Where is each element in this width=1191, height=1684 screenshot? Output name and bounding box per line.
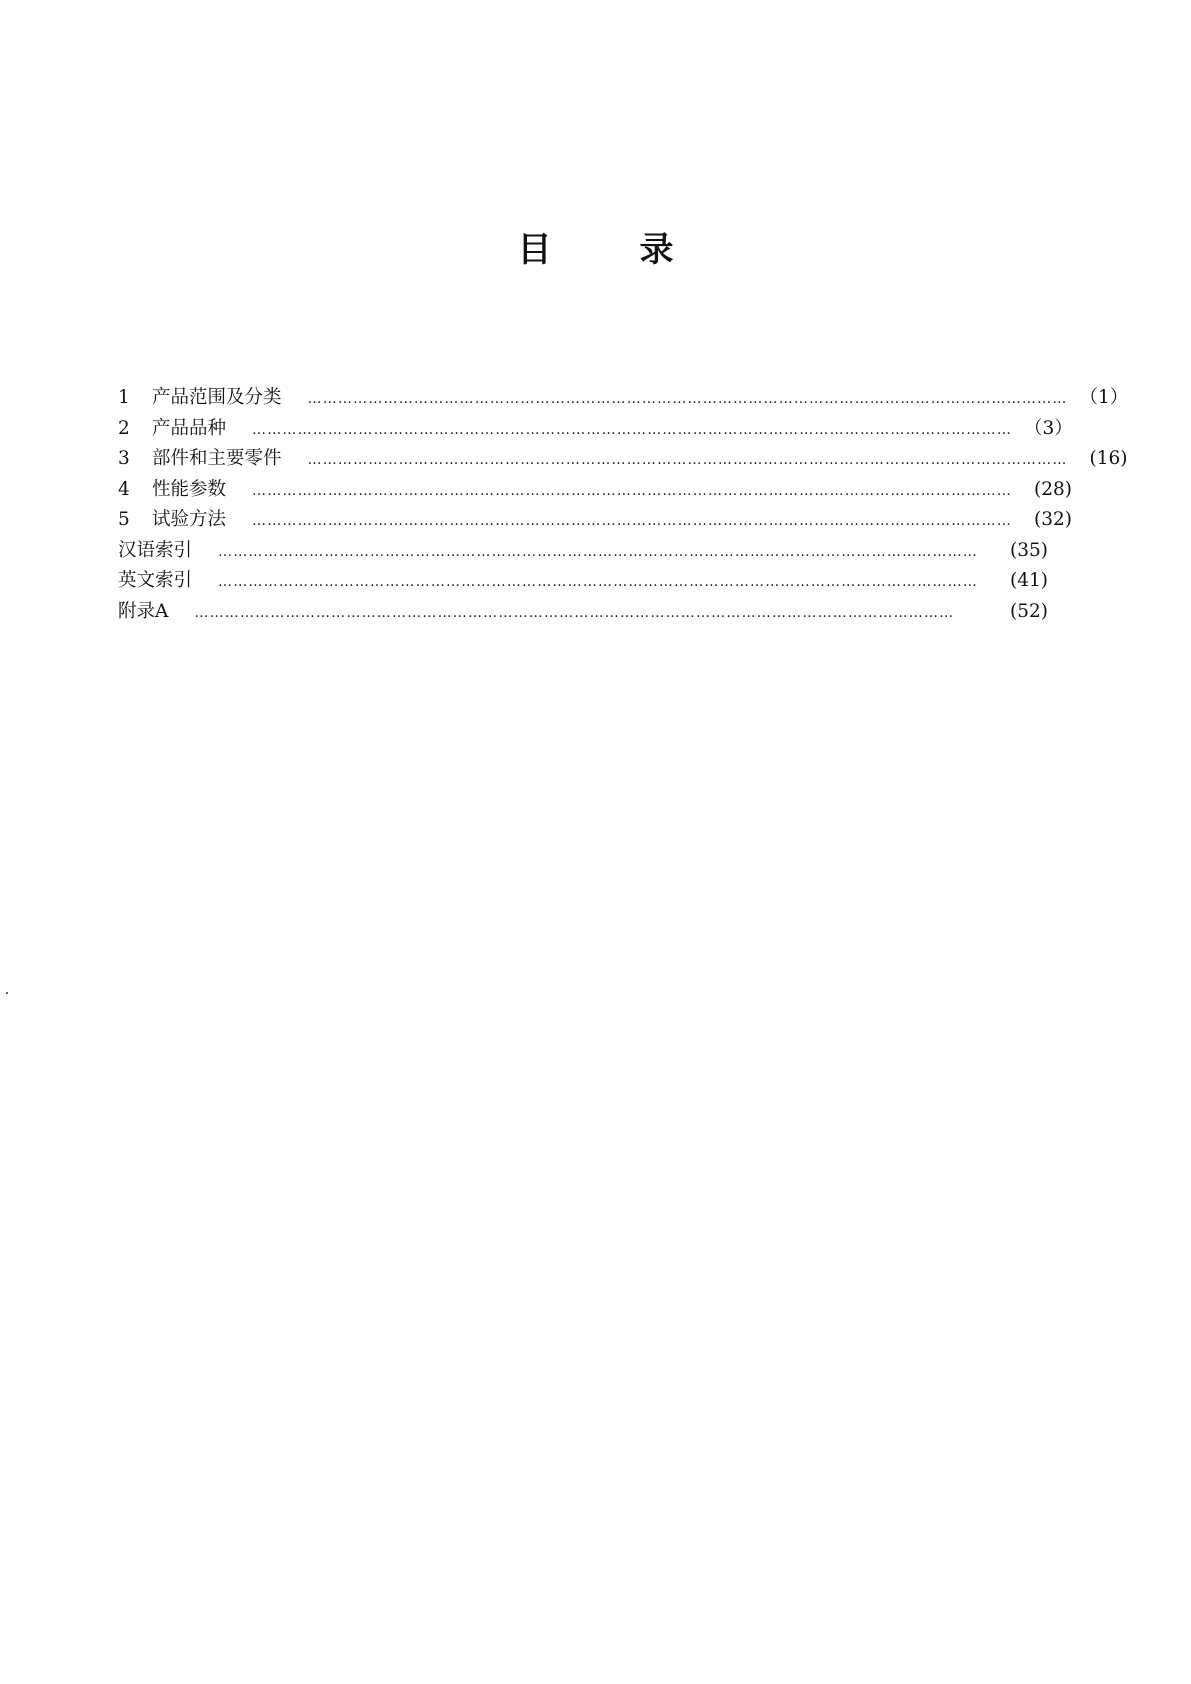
toc-leader-dots: …………………………………………………………………………………………………………………………………… [218,543,979,560]
toc-leader-dots: …………………………………………………………………………………………………………………………………… [194,604,955,621]
table-of-contents [118,383,1129,627]
toc-entry-title: 试验方法 [152,509,227,530]
toc-entry [118,597,1048,628]
toc-entry-page: (32) [1034,509,1073,530]
toc-leader-dots: …………………………………………………………………………………………………………………………………… [307,391,1068,407]
toc-entry-number: 3 [118,448,130,469]
toc-entry-page: (28) [1034,478,1073,500]
toc-entry-title: 部件和主要零件 [152,448,282,469]
toc-entry-title: 汉语索引 [118,539,193,561]
toc-entry-page: (35) [1010,539,1048,561]
toc-entry [118,383,1129,414]
toc-entry [118,414,1073,445]
toc-leader-dots: …………………………………………………………………………………………………………………………………… [252,421,1013,438]
toc-entry-title: 英文索引 [118,570,193,591]
toc-entry [118,444,1128,475]
toc-entry-number: 2 [118,417,130,439]
toc-leader-dots: …………………………………………………………………………………………………………………………………… [218,574,979,590]
toc-entry-title: 附录A [118,600,169,622]
toc-entry [118,566,1048,597]
page-title-char-1: 目 [517,230,552,270]
page-title [0,222,1191,271]
toc-leader-dots: …………………………………………………………………………………………………………………………………… [307,452,1068,468]
toc-entry-page: (41) [1010,570,1048,591]
toc-entry-number: 5 [118,509,130,530]
page-title-char-2: 录 [639,230,674,270]
toc-entry-page: (52) [1010,600,1048,622]
toc-entry-page: （1） [1079,387,1129,408]
toc-entry-title: 产品范围及分类 [152,387,282,408]
toc-entry-page: （3） [1024,417,1073,439]
scan-speck [6,992,8,994]
toc-leader-dots: …………………………………………………………………………………………………………………………………… [252,513,1013,529]
toc-entry-number: 4 [118,478,130,500]
toc-entry [118,475,1073,506]
toc-entry-title: 性能参数 [152,478,227,500]
toc-entry-number: 1 [118,387,130,408]
toc-entry [118,536,1048,567]
toc-entry-title: 产品品种 [152,417,227,439]
toc-entry-page: (16) [1089,448,1128,469]
toc-leader-dots: …………………………………………………………………………………………………………………………………… [252,482,1013,499]
toc-entry [118,505,1073,536]
